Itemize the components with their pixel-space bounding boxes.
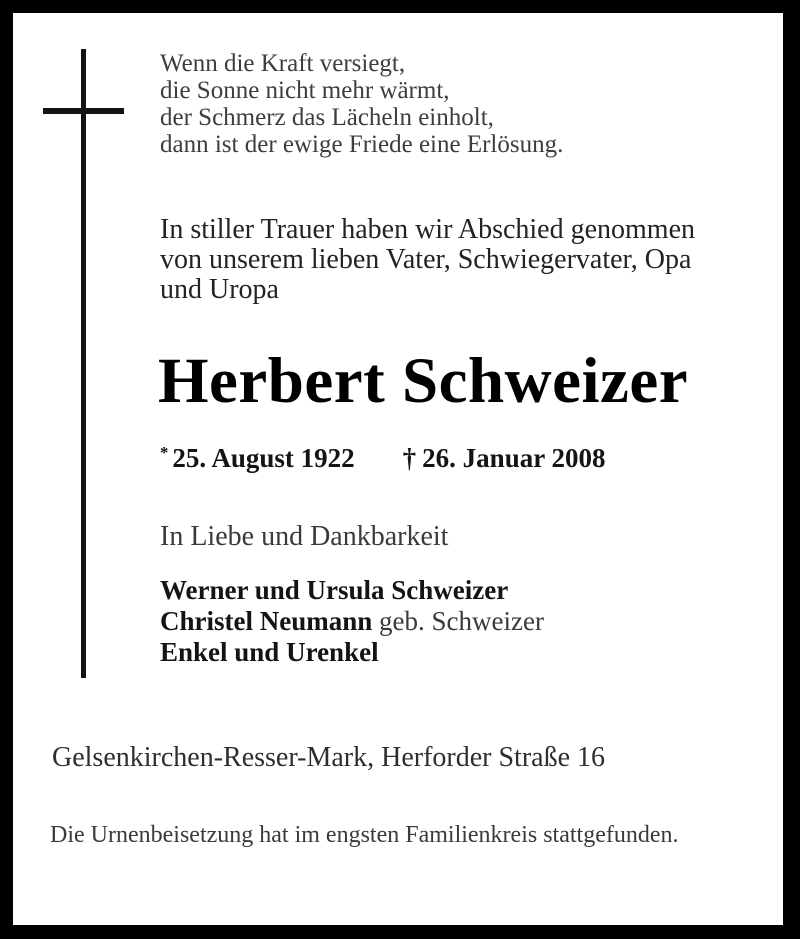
verse-line: die Sonne nicht mehr wärmt, bbox=[160, 77, 450, 104]
mourner-name: Werner und Ursula Schweizer bbox=[160, 575, 509, 605]
death-date-text: 26. Januar 2008 bbox=[422, 443, 606, 474]
death-date-group bbox=[403, 443, 606, 473]
intro-line: In stiller Trauer haben wir Abschied genommen bbox=[160, 214, 696, 245]
verse-line: der Schmerz das Lächeln einholt, bbox=[160, 104, 494, 131]
deceased-name: Herbert Schweizer bbox=[158, 345, 689, 417]
birth-star-symbol: * bbox=[160, 443, 169, 462]
cross-horizontal-bar bbox=[43, 108, 124, 114]
cross-vertical-bar bbox=[81, 49, 86, 678]
mourner-name: Enkel und Urenkel bbox=[160, 637, 379, 667]
death-cross-symbol: † bbox=[402, 443, 417, 474]
life-dates bbox=[160, 438, 605, 473]
mourner-name: Christel Neumann bbox=[160, 606, 373, 636]
birth-date-group bbox=[160, 443, 355, 473]
mourner-suffix: geb. Schweizer bbox=[372, 606, 544, 636]
mourner-line bbox=[160, 637, 544, 668]
intro-line: und Uropa bbox=[160, 274, 279, 305]
verse-line: dann ist der ewige Friede eine Erlösung. bbox=[160, 131, 564, 158]
birth-date-text: 25. August 1922 bbox=[172, 443, 355, 474]
verse-line: Wenn die Kraft versiegt, bbox=[160, 50, 406, 77]
location-line: Gelsenkirchen-Resser-Mark, Herforder Straße 16 bbox=[52, 742, 605, 773]
intro-line: von unserem lieben Vater, Schwiegervater, Opa bbox=[160, 244, 692, 275]
mourner-line bbox=[160, 606, 544, 637]
mourner-line bbox=[160, 575, 544, 606]
mourners-list bbox=[160, 575, 544, 668]
closing-line: In Liebe und Dankbarkeit bbox=[160, 521, 449, 552]
footer-line: Die Urnenbeisetzung hat im engsten Familienkreis stattgefunden. bbox=[50, 822, 679, 848]
memorial-verse bbox=[160, 50, 563, 158]
announcement-intro bbox=[160, 215, 695, 305]
